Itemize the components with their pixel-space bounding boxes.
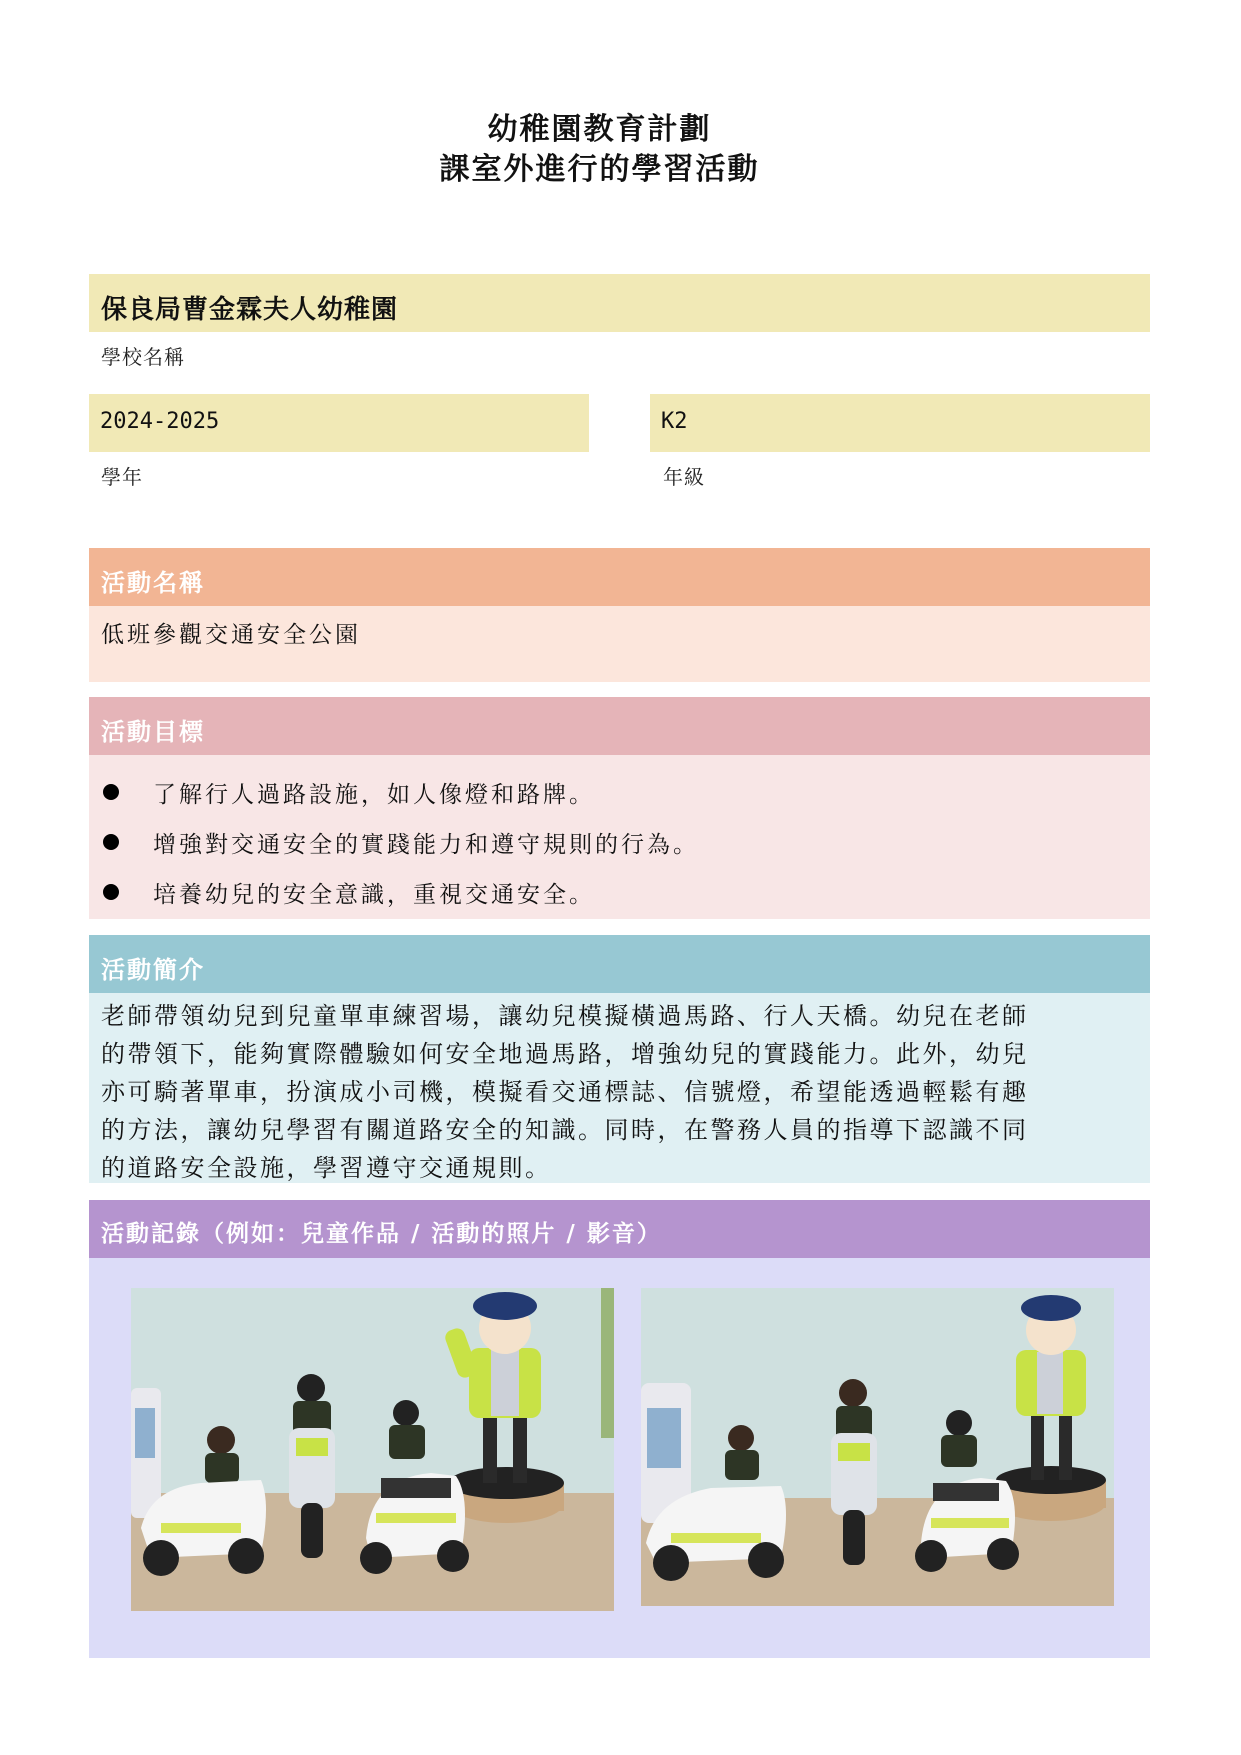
grade-caption: 年級 [663, 465, 705, 489]
introduction-body [89, 993, 1150, 1183]
objectives-list [89, 755, 1150, 919]
introduction-line: 的方法，讓幼兒學習有關道路安全的知識。同時，在警務人員的指導下認識不同 [101, 1116, 1029, 1144]
objective-text: 了解行人過路設施，如人像燈和路牌。 [153, 781, 595, 808]
school-name-field: 保良局曹金霖夫人幼稚園 [89, 274, 1150, 332]
bullet-icon [103, 784, 119, 800]
introduction-heading: 活動簡介 [89, 935, 1150, 993]
objective-item [101, 867, 1150, 917]
introduction-line: 亦可騎著單車，扮演成小司機，模擬看交通標誌、信號燈，希望能透過輕鬆有趣 [101, 1078, 1029, 1106]
objective-item [101, 767, 1150, 817]
activity-photo-1 [131, 1288, 614, 1611]
objectives-heading: 活動目標 [89, 697, 1150, 755]
activity-name-heading: 活動名稱 [89, 548, 1150, 606]
introduction-line: 老師帶領幼兒到兒童單車練習場，讓幼兒模擬橫過馬路、行人天橋。幼兒在老師 [101, 1002, 1029, 1030]
activity-name-value: 低班參觀交通安全公園 [89, 606, 1150, 682]
grade-field: K2 [650, 394, 1150, 452]
introduction-line: 的帶領下，能夠實際體驗如何安全地過馬路，增強幼兒的實踐能力。此外，幼兒 [101, 1040, 1029, 1068]
document-title: 幼稚園教育計劃 [487, 112, 712, 147]
activity-photo-2 [641, 1288, 1114, 1606]
objective-item [101, 817, 1150, 867]
introduction-line: 的道路安全設施，學習遵守交通規則。 [101, 1154, 552, 1182]
records-heading: 活動記錄（例如：兒童作品 / 活動的照片 / 影音） [89, 1200, 1150, 1258]
objective-text: 培養幼兒的安全意識，重視交通安全。 [153, 881, 595, 908]
school-name-caption: 學校名稱 [101, 345, 185, 369]
school-year-field: 2024-2025 [89, 394, 589, 452]
bullet-icon [103, 834, 119, 850]
objective-text: 增強對交通安全的實踐能力和遵守規則的行為。 [153, 831, 699, 858]
document-subtitle: 課室外進行的學習活動 [439, 152, 760, 187]
bullet-icon [103, 884, 119, 900]
school-year-caption: 學年 [101, 465, 143, 489]
